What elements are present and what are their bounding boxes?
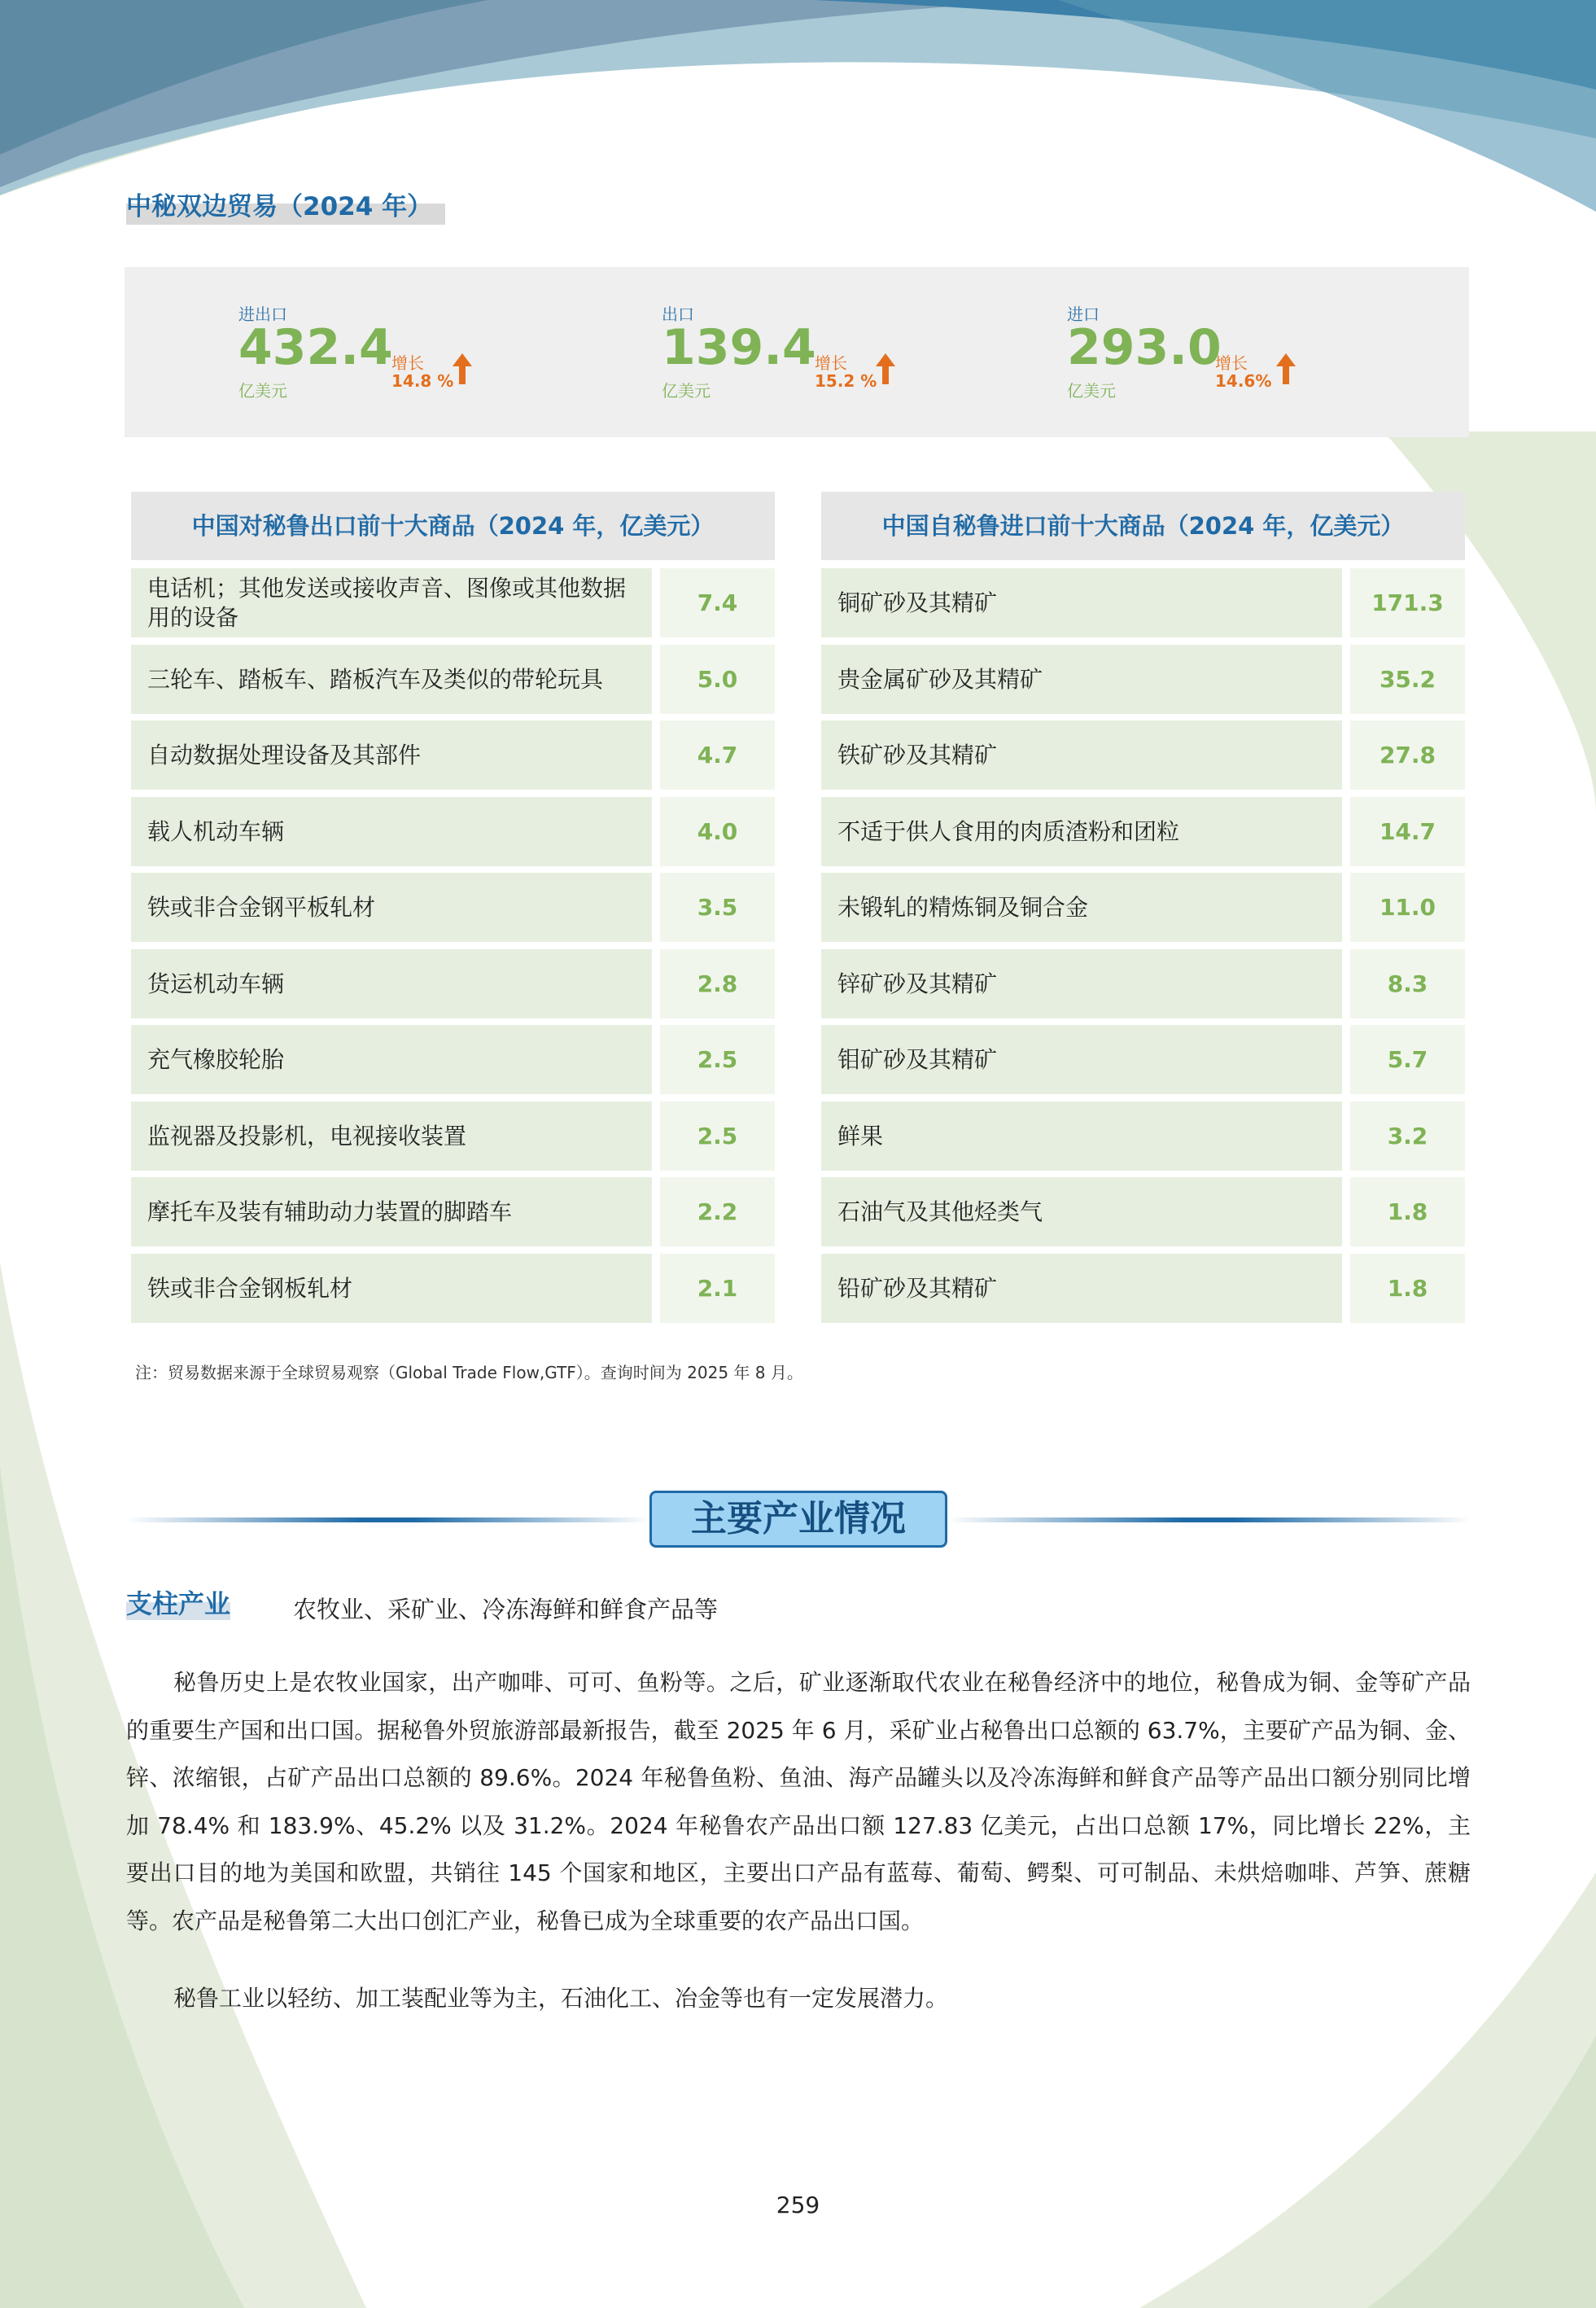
- commodity-value: 14.7: [1350, 797, 1465, 866]
- stat-label: 出口: [662, 304, 694, 324]
- commodity-value: 2.5: [660, 1101, 775, 1171]
- arrow-up-icon: [452, 353, 473, 384]
- commodity-name: 钼矿砂及其精矿: [821, 1025, 1342, 1094]
- pillar-industry-text: 农牧业、采矿业、冷冻海鲜和鲜食产品等: [293, 1596, 719, 1623]
- export-table-title: 中国对秘鲁出口前十大商品（2024 年，亿美元）: [131, 492, 775, 560]
- commodity-name: 货运机动车辆: [131, 949, 652, 1018]
- commodity-name: 铁或非合金钢平板轧材: [131, 873, 652, 942]
- commodity-name: 石油气及其他烃类气: [821, 1177, 1342, 1246]
- commodity-value: 171.3: [1350, 568, 1465, 637]
- commodity-name: 三轮车、踏板车、踏板汽车及类似的带轮玩具: [131, 645, 652, 714]
- growth-label: 增长: [815, 353, 847, 373]
- growth-value: 14.6%: [1215, 371, 1272, 391]
- commodity-name: 电话机；其他发送或接收声音、图像或其他数据用的设备: [131, 568, 652, 637]
- commodity-name: 摩托车及装有辅助动力装置的脚踏车: [131, 1177, 652, 1246]
- commodity-value: 35.2: [1350, 645, 1465, 714]
- source-note: 注：贸易数据来源于全球贸易观察（Global Trade Flow,GTF）。查询时间为 2025 年 8 月。: [135, 1363, 803, 1382]
- stat-unit: 亿美元: [238, 381, 287, 401]
- stat-label: 进口: [1067, 304, 1100, 324]
- commodity-value: 11.0: [1350, 873, 1465, 942]
- commodity-name: 锌矿砂及其精矿: [821, 949, 1342, 1018]
- commodity-name: 铅矿砂及其精矿: [821, 1254, 1342, 1323]
- arrow-up-icon: [1275, 353, 1296, 384]
- commodity-value: 27.8: [1350, 720, 1465, 790]
- commodity-value: 5.0: [660, 645, 775, 714]
- stat-unit: 亿美元: [662, 381, 711, 401]
- commodity-name: 监视器及投影机，电视接收装置: [131, 1101, 652, 1171]
- trade-section-title: 中秘双边贸易（2024 年）: [126, 189, 445, 225]
- commodity-name: 充气橡胶轮胎: [131, 1025, 652, 1094]
- commodity-value: 4.7: [660, 720, 775, 790]
- commodity-name: 自动数据处理设备及其部件: [131, 720, 652, 790]
- commodity-value: 3.5: [660, 873, 775, 942]
- commodity-name: 铁或非合金钢板轧材: [131, 1254, 652, 1323]
- commodity-name: 不适于供人食用的肉质渣粉和团粒: [821, 797, 1342, 866]
- stat-unit: 亿美元: [1067, 381, 1116, 401]
- section-divider-right: [947, 1517, 1471, 1522]
- commodity-value: 2.1: [660, 1254, 775, 1323]
- body-paragraph: 秘鲁工业以轻纺、加工装配业等为主，石油化工、冶金等也有一定发展潜力。: [173, 1985, 949, 2012]
- growth-label: 增长: [1215, 353, 1248, 373]
- commodity-name: 贵金属矿砂及其精矿: [821, 645, 1342, 714]
- section-divider-left: [126, 1517, 649, 1522]
- growth-label: 增长: [391, 353, 424, 373]
- import-table-title: 中国自秘鲁进口前十大商品（2024 年，亿美元）: [821, 492, 1465, 560]
- commodity-value: 3.2: [1350, 1101, 1465, 1171]
- commodity-value: 1.8: [1350, 1177, 1465, 1246]
- commodity-value: 2.5: [660, 1025, 775, 1094]
- arrow-up-icon: [875, 353, 896, 384]
- trade-summary-panel: [125, 267, 1469, 437]
- stat-label: 进出口: [238, 304, 287, 324]
- commodity-value: 2.2: [660, 1177, 775, 1246]
- growth-value: 15.2 %: [815, 371, 877, 391]
- commodity-name: 铜矿砂及其精矿: [821, 568, 1342, 637]
- commodity-value: 8.3: [1350, 949, 1465, 1018]
- commodity-value: 4.0: [660, 797, 775, 866]
- body-paragraph: 秘鲁历史上是农牧业国家，出产咖啡、可可、鱼粉等。之后，矿业逐渐取代农业在秘鲁经济中的地位，秘鲁成为铜、金等矿产品的重要生产国和出口国。据秘鲁外贸旅游部最新报告，截至 2025 年 6 月，采矿业占秘鲁出口总额的 63.7%，主要矿产品为铜、金、锌、浓缩银，占矿产品出口总额的 89.6%。2024 年秘鲁鱼粉、鱼油、海产品罐头以及冷冻海鲜和鲜食产品等产品出口额分别同比增加 78.4% 和 183.9%、45.2% 以及 31.2%。2024 年秘鲁农产品出口额 127.83 亿美元，占出口总额 17%，同比增长 22%，主要出口目的地为美国和欧盟，共销往 145 个国家和地区，主要出口产品有蓝莓、葡萄、鳄梨、可可制品、未烘焙咖啡、芦笋、蔗糖等。农产品是秘鲁第二大出口创汇产业，秘鲁已成为全球重要的农产品出口国。: [126, 1669, 1471, 1934]
- commodity-name: 鲜果: [821, 1101, 1342, 1171]
- growth-value: 14.8 %: [391, 371, 454, 391]
- stat-value: 432.4: [238, 319, 393, 376]
- pillar-industry-label: 支柱产业: [126, 1588, 231, 1619]
- commodity-name: 未锻轧的精炼铜及铜合金: [821, 873, 1342, 942]
- commodity-value: 2.8: [660, 949, 775, 1018]
- section-heading: 主要产业情况: [649, 1491, 947, 1548]
- commodity-value: 5.7: [1350, 1025, 1465, 1094]
- commodity-value: 1.8: [1350, 1254, 1465, 1323]
- commodity-value: 7.4: [660, 568, 775, 637]
- commodity-name: 载人机动车辆: [131, 797, 652, 866]
- commodity-name: 铁矿砂及其精矿: [821, 720, 1342, 790]
- stat-value: 293.0: [1067, 319, 1222, 376]
- page-number: 259: [776, 2192, 820, 2218]
- stat-value: 139.4: [662, 319, 816, 376]
